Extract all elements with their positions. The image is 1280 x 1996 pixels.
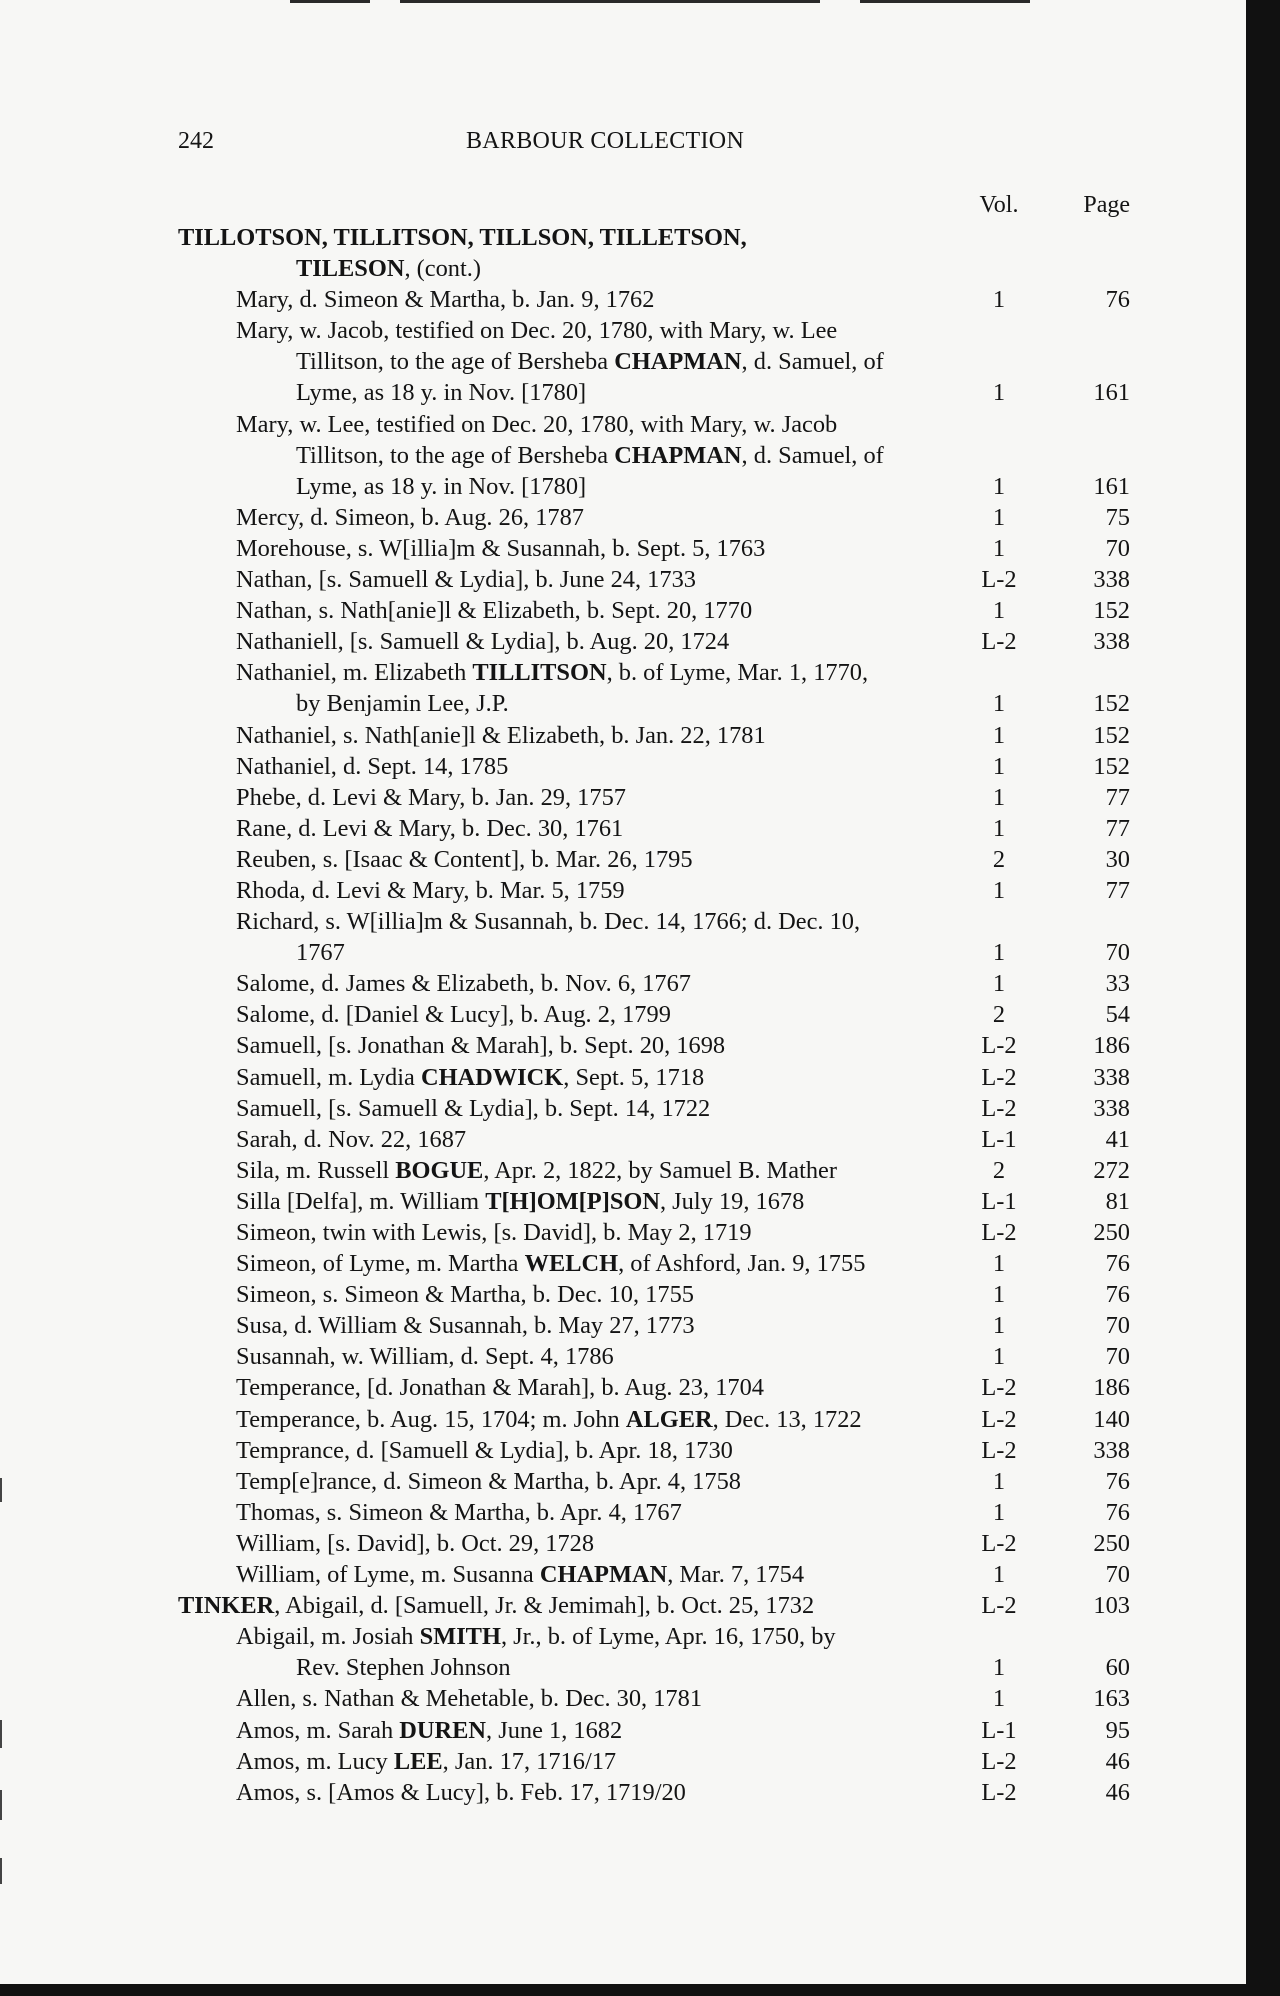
entry-text xyxy=(236,502,584,533)
entry-vol: L-2 xyxy=(981,1032,1017,1060)
entry-text-part: , Jan. 17, 1716/17 xyxy=(442,1747,617,1775)
entry-page: 152 xyxy=(1093,721,1130,749)
page-header xyxy=(178,128,1128,164)
entry-text xyxy=(236,1435,733,1466)
surname-bold: WELCH xyxy=(524,1250,619,1278)
index-line xyxy=(0,1062,1246,1093)
index-line xyxy=(0,1279,1246,1310)
entry-text-part: Silla [Delfa], m. William xyxy=(236,1187,486,1215)
entry-text xyxy=(236,1279,694,1310)
entry-page: 30 xyxy=(1105,845,1130,873)
entry-text-part: Mary, w. Jacob, testified on Dec. 20, 1780, with Mary, w. Lee xyxy=(236,317,838,345)
surname-bold: DUREN xyxy=(399,1716,487,1744)
entry-text xyxy=(236,1030,725,1061)
entry-text xyxy=(236,875,625,906)
entry-page: 338 xyxy=(1093,1094,1130,1122)
entry-page: 272 xyxy=(1093,1156,1130,1184)
entry-text-part: Samuell, [s. Jonathan & Marah], b. Sept. 20, 1698 xyxy=(236,1032,726,1060)
entry-vol: 2 xyxy=(992,845,1006,873)
entry-vol: 1 xyxy=(992,1250,1006,1278)
entry-text-part: Salome, d. [Daniel & Lucy], b. Aug. 2, 1799 xyxy=(236,1001,671,1029)
index-line xyxy=(0,1186,1246,1217)
index-line xyxy=(0,1777,1246,1808)
entry-text-part: Rev. Stephen Johnson xyxy=(296,1654,511,1682)
entry-vol: L-2 xyxy=(981,1436,1017,1464)
entry-text-part: Tillitson, to the age of Bersheba xyxy=(296,441,615,469)
entry-text xyxy=(296,1652,511,1683)
entry-text xyxy=(236,1746,616,1777)
entry-vol: 1 xyxy=(992,1312,1006,1340)
entry-page: 76 xyxy=(1105,1498,1130,1526)
entry-text-part: Simeon, s. Simeon & Martha, b. Dec. 10, 1755 xyxy=(236,1281,694,1309)
entry-text-part: , of Ashford, Jan. 9, 1755 xyxy=(618,1250,866,1278)
entry-text xyxy=(236,1062,704,1093)
index-line xyxy=(0,595,1246,626)
index-line xyxy=(0,1652,1246,1683)
entry-vol: L-2 xyxy=(981,1219,1017,1246)
index-line xyxy=(0,1404,1246,1435)
entry-vol: 1 xyxy=(992,472,1006,500)
entry-text-part: by Benjamin Lee, J.P. xyxy=(296,690,509,718)
entry-vol: L-2 xyxy=(981,1405,1017,1433)
entry-page: 338 xyxy=(1093,1063,1130,1091)
column-header-vol: Vol. xyxy=(979,192,1019,218)
entry-vol: 1 xyxy=(992,379,1006,407)
entry-vol: L-2 xyxy=(981,1778,1017,1806)
entry-vol: L-2 xyxy=(981,1592,1017,1620)
entry-page: 163 xyxy=(1093,1685,1130,1713)
index-line xyxy=(0,999,1246,1030)
entry-page: 250 xyxy=(1093,1529,1130,1557)
entry-text-part: Mary, w. Lee, testified on Dec. 20, 1780, with Mary, w. Jacob xyxy=(236,410,838,438)
entry-text xyxy=(236,1715,622,1746)
entry-text-part: , June 1, 1682 xyxy=(486,1716,623,1744)
entry-text-part: Amos, m. Sarah xyxy=(236,1716,400,1744)
scan-artifact-rule xyxy=(290,0,370,3)
entry-vol: L-1 xyxy=(981,1125,1017,1153)
index-entries xyxy=(0,222,1246,1808)
index-line xyxy=(0,782,1246,813)
entry-text-part: , Abigail, d. [Samuell, Jr. & Jemimah], b. Oct. 25, 1732 xyxy=(274,1592,815,1620)
entry-vol: 1 xyxy=(992,1467,1006,1495)
entry-vol: 1 xyxy=(992,534,1006,562)
index-line xyxy=(0,626,1246,657)
entry-text-part: , Sept. 5, 1718 xyxy=(563,1063,705,1091)
index-line xyxy=(0,440,1246,471)
entry-page: 338 xyxy=(1093,628,1130,656)
entry-vol: L-2 xyxy=(981,566,1017,594)
entry-page: 46 xyxy=(1105,1778,1130,1806)
entry-text-part: Temp[e]rance, d. Simeon & Martha, b. Apr. 4, 1758 xyxy=(236,1467,741,1495)
entry-page: 250 xyxy=(1093,1219,1130,1246)
index-line xyxy=(0,1372,1246,1403)
index-line xyxy=(0,1590,1246,1621)
entry-text-part: Simeon, of Lyme, m. Martha xyxy=(236,1250,525,1278)
entry-vol: L-2 xyxy=(981,628,1017,656)
entry-page: 41 xyxy=(1105,1125,1130,1153)
entry-text xyxy=(236,564,696,595)
index-line xyxy=(0,657,1246,688)
entry-page: 76 xyxy=(1105,1281,1130,1309)
entry-text xyxy=(236,999,671,1030)
entry-text-part: , Mar. 7, 1754 xyxy=(667,1561,805,1589)
entry-text xyxy=(236,284,654,315)
entry-text-part: William, of Lyme, m. Susanna xyxy=(236,1561,540,1589)
entry-text-part: Samuell, m. Lydia xyxy=(236,1063,421,1091)
page-number: 242 xyxy=(178,128,214,154)
entry-vol: 1 xyxy=(992,1343,1006,1371)
entry-text xyxy=(236,1217,752,1248)
entry-text-part: , Apr. 2, 1822, by Samuel B. Mather xyxy=(483,1156,837,1184)
entry-text-part: Rhoda, d. Levi & Mary, b. Mar. 5, 1759 xyxy=(236,876,625,904)
entry-text xyxy=(296,253,481,284)
scan-border-right xyxy=(1246,0,1280,1996)
entry-text xyxy=(236,968,691,999)
entry-text-part: Salome, d. James & Elizabeth, b. Nov. 6, 1767 xyxy=(236,970,691,998)
entry-text xyxy=(236,906,860,937)
index-line xyxy=(0,1528,1246,1559)
entry-text-part: Sila, m. Russell xyxy=(236,1156,396,1184)
entry-text-part: Temperance, [d. Jonathan & Marah], b. Aug. 23, 1704 xyxy=(236,1374,764,1402)
entry-text-part: , July 19, 1678 xyxy=(659,1187,805,1215)
entry-page: 76 xyxy=(1105,1467,1130,1495)
entry-page: 76 xyxy=(1105,1250,1130,1278)
index-line xyxy=(0,1155,1246,1186)
entry-text xyxy=(236,720,766,751)
entry-text xyxy=(178,222,747,253)
entry-text xyxy=(236,533,765,564)
entry-vol: 1 xyxy=(992,721,1006,749)
entry-text-part: Amos, m. Lucy xyxy=(236,1747,394,1775)
entry-page: 152 xyxy=(1093,597,1130,625)
entry-vol: 1 xyxy=(992,503,1006,531)
index-line xyxy=(0,937,1246,968)
index-line xyxy=(0,1683,1246,1714)
entry-text-part: , Dec. 13, 1722 xyxy=(712,1405,862,1433)
index-line xyxy=(0,1746,1246,1777)
entry-page: 54 xyxy=(1105,1001,1130,1029)
entry-text-part: Mary, d. Simeon & Martha, b. Jan. 9, 1762 xyxy=(236,286,655,314)
entry-text-part: , (cont.) xyxy=(404,255,481,283)
entry-text-part: Allen, s. Nathan & Mehetable, b. Dec. 30, 1781 xyxy=(236,1685,703,1713)
entry-text-part: 1767 xyxy=(296,939,345,967)
entry-text-part: William, [s. David], b. Oct. 29, 1728 xyxy=(236,1529,595,1557)
entry-vol: 1 xyxy=(992,1561,1006,1589)
entry-vol: 1 xyxy=(992,1685,1006,1713)
surname-bold: TINKER xyxy=(178,1592,275,1620)
entry-text-part: Lyme, as 18 y. in Nov. [1780] xyxy=(296,472,587,500)
entry-text xyxy=(296,471,586,502)
entry-text xyxy=(236,1248,865,1279)
surname-bold: CHADWICK xyxy=(420,1063,564,1091)
entry-text xyxy=(236,315,837,346)
entry-text xyxy=(236,813,623,844)
index-line xyxy=(0,1030,1246,1061)
index-line xyxy=(0,1621,1246,1652)
surname-bold: TILESON xyxy=(296,255,405,283)
entry-text-part: Nathaniell, [s. Samuell & Lydia], b. Aug. 20, 1724 xyxy=(236,628,730,656)
entry-page: 338 xyxy=(1093,1436,1130,1464)
entry-text-part: Sarah, d. Nov. 22, 1687 xyxy=(236,1125,467,1153)
surname-bold: CHAPMAN xyxy=(539,1561,668,1589)
index-line xyxy=(0,1093,1246,1124)
index-line xyxy=(0,1310,1246,1341)
entry-page: 103 xyxy=(1093,1592,1130,1620)
entry-text xyxy=(236,1621,836,1652)
entry-text xyxy=(296,688,509,719)
index-line xyxy=(0,1248,1246,1279)
entry-vol: 2 xyxy=(992,1156,1006,1184)
entry-vol: 1 xyxy=(992,1654,1006,1682)
index-line xyxy=(0,253,1246,284)
entry-text xyxy=(236,1155,837,1186)
column-header-page: Page xyxy=(1083,192,1130,218)
entry-text-part: Abigail, m. Josiah xyxy=(236,1623,420,1651)
index-line xyxy=(0,284,1246,315)
entry-text xyxy=(236,751,508,782)
entry-text xyxy=(236,1310,695,1341)
entry-text xyxy=(236,657,868,688)
running-title: BARBOUR COLLECTION xyxy=(466,128,745,154)
index-line xyxy=(0,968,1246,999)
entry-text-part: Simeon, twin with Lewis, [s. David], b. May 2, 1719 xyxy=(236,1219,752,1246)
entry-text xyxy=(236,1186,804,1217)
index-line xyxy=(0,1466,1246,1497)
entry-page: 77 xyxy=(1105,876,1130,904)
entry-vol: L-1 xyxy=(981,1716,1017,1744)
entry-text xyxy=(236,626,729,657)
index-line xyxy=(0,1217,1246,1248)
entry-text xyxy=(236,1497,682,1528)
entry-page: 77 xyxy=(1105,783,1130,811)
surname-bold: CHAPMAN xyxy=(614,441,742,469)
entry-text-part: , b. of Lyme, Mar. 1, 1770, xyxy=(606,659,869,687)
entry-text xyxy=(236,595,752,626)
entry-text xyxy=(296,346,884,377)
entry-text xyxy=(296,937,345,968)
entry-vol: 1 xyxy=(992,1281,1006,1309)
entry-text xyxy=(236,1093,710,1124)
index-line xyxy=(0,875,1246,906)
index-line xyxy=(0,377,1246,408)
entry-page: 161 xyxy=(1093,472,1130,500)
surname-bold: BOGUE xyxy=(395,1156,484,1184)
entry-vol: 1 xyxy=(992,783,1006,811)
index-line xyxy=(0,720,1246,751)
entry-text-part: Rane, d. Levi & Mary, b. Dec. 30, 1761 xyxy=(236,814,624,842)
index-line xyxy=(0,564,1246,595)
entry-text xyxy=(236,1372,764,1403)
entry-text xyxy=(236,782,626,813)
index-line xyxy=(0,1435,1246,1466)
entry-page: 70 xyxy=(1105,939,1130,967)
entry-vol: 1 xyxy=(992,597,1006,625)
index-line xyxy=(0,533,1246,564)
index-line xyxy=(0,471,1246,502)
entry-text-part: Reuben, s. [Isaac & Content], b. Mar. 26, 1795 xyxy=(236,845,693,873)
entry-page: 75 xyxy=(1105,503,1130,531)
entry-page: 76 xyxy=(1105,286,1130,314)
entry-vol: 2 xyxy=(992,1001,1006,1029)
index-line xyxy=(0,315,1246,346)
entry-text-part: Phebe, d. Levi & Mary, b. Jan. 29, 1757 xyxy=(236,783,626,811)
entry-vol: 1 xyxy=(992,690,1006,718)
scan-artifact-rule xyxy=(400,0,820,3)
entry-page: 161 xyxy=(1093,379,1130,407)
entry-text xyxy=(236,1466,741,1497)
entry-text-part: Morehouse, s. W[illia]m & Susannah, b. Sept. 5, 1763 xyxy=(236,534,766,562)
entry-text-part: Nathan, [s. Samuell & Lydia], b. June 24, 1733 xyxy=(236,566,696,594)
index-line xyxy=(0,1341,1246,1372)
scan-artifact-rule xyxy=(860,0,1030,3)
entry-vol: 1 xyxy=(992,1498,1006,1526)
index-line xyxy=(0,688,1246,719)
entry-page: 33 xyxy=(1105,970,1130,998)
entry-text-part: Temprance, d. [Samuell & Lydia], b. Apr. 18, 1730 xyxy=(236,1436,733,1464)
surname-bold: SMITH xyxy=(419,1623,501,1651)
entry-text xyxy=(236,1777,686,1808)
entry-page: 70 xyxy=(1105,534,1130,562)
entry-text xyxy=(236,1341,614,1372)
entry-text-part: Samuell, [s. Samuell & Lydia], b. Sept. 14, 1722 xyxy=(236,1094,711,1122)
entry-vol: L-1 xyxy=(981,1187,1017,1215)
entry-page: 338 xyxy=(1093,566,1130,594)
entry-text-part: Temperance, b. Aug. 15, 1704; m. John xyxy=(236,1405,626,1433)
index-line xyxy=(0,906,1246,937)
entry-text-part: , d. Samuel, of xyxy=(741,348,884,376)
entry-vol: 1 xyxy=(992,286,1006,314)
entry-text-part: Nathaniel, d. Sept. 14, 1785 xyxy=(236,752,509,780)
entry-page: 140 xyxy=(1093,1405,1130,1433)
entry-page: 70 xyxy=(1105,1312,1130,1340)
entry-text-part: Tillitson, to the age of Bersheba xyxy=(296,348,615,376)
index-line xyxy=(0,1715,1246,1746)
scan-border-bottom xyxy=(0,1984,1280,1996)
entry-vol: 1 xyxy=(992,939,1006,967)
index-line xyxy=(0,1497,1246,1528)
entry-vol: L-2 xyxy=(981,1747,1017,1775)
column-headers xyxy=(0,192,1246,226)
entry-page: 60 xyxy=(1105,1654,1130,1682)
index-line xyxy=(0,222,1246,253)
index-line xyxy=(0,346,1246,377)
entry-vol: L-2 xyxy=(981,1374,1017,1402)
entry-page: 46 xyxy=(1105,1747,1130,1775)
entry-vol: L-2 xyxy=(981,1529,1017,1557)
entry-vol: L-2 xyxy=(981,1063,1017,1091)
entry-text xyxy=(296,440,884,471)
surname-bold: CHAPMAN xyxy=(614,348,742,376)
entry-text-part: Lyme, as 18 y. in Nov. [1780] xyxy=(296,379,587,407)
entry-page: 152 xyxy=(1093,690,1130,718)
entry-text xyxy=(236,1404,862,1435)
entry-text-part: , d. Samuel, of xyxy=(741,441,884,469)
entry-page: 77 xyxy=(1105,814,1130,842)
entry-text xyxy=(236,1559,804,1590)
entry-text-part: Susannah, w. William, d. Sept. 4, 1786 xyxy=(236,1343,614,1371)
entry-text-part: Nathaniel, s. Nath[anie]l & Elizabeth, b. Jan. 22, 1781 xyxy=(236,721,766,749)
entry-text-part: Thomas, s. Simeon & Martha, b. Apr. 4, 1767 xyxy=(236,1498,682,1526)
entry-text xyxy=(236,409,837,440)
entry-vol: L-2 xyxy=(981,1094,1017,1122)
entry-text xyxy=(178,1590,814,1621)
index-line xyxy=(0,1559,1246,1590)
entry-vol: 1 xyxy=(992,814,1006,842)
scan-artifact-tick xyxy=(0,1858,2,1884)
entry-page: 70 xyxy=(1105,1561,1130,1589)
entry-text-part: Amos, s. [Amos & Lucy], b. Feb. 17, 1719/20 xyxy=(236,1778,686,1806)
entry-text xyxy=(236,844,693,875)
entry-text xyxy=(236,1124,466,1155)
surname-bold: T[H]OM[P]SON xyxy=(485,1187,660,1215)
entry-page: 186 xyxy=(1093,1032,1130,1060)
index-line xyxy=(0,409,1246,440)
surname-bold: LEE xyxy=(393,1747,443,1775)
entry-page: 95 xyxy=(1105,1716,1130,1744)
index-line xyxy=(0,1124,1246,1155)
surname-bold: TILLITSON xyxy=(472,659,607,687)
entry-text xyxy=(296,377,586,408)
index-line xyxy=(0,813,1246,844)
entry-vol: 1 xyxy=(992,970,1006,998)
index-line xyxy=(0,502,1246,533)
entry-page: 70 xyxy=(1105,1343,1130,1371)
entry-text-part: Nathan, s. Nath[anie]l & Elizabeth, b. Sept. 20, 1770 xyxy=(236,597,753,625)
entry-text xyxy=(236,1528,594,1559)
entry-text-part: TILLOTSON, TILLITSON, TILLSON, TILLETSON, xyxy=(178,224,747,251)
entry-vol: 1 xyxy=(992,876,1006,904)
entry-page: 152 xyxy=(1093,752,1130,780)
entry-page: 81 xyxy=(1105,1187,1130,1215)
surname-bold: ALGER xyxy=(625,1405,713,1433)
entry-vol: 1 xyxy=(992,752,1006,780)
index-line xyxy=(0,844,1246,875)
entry-text-part: Susa, d. William & Susannah, b. May 27, 1773 xyxy=(236,1312,695,1340)
entry-text-part: Richard, s. W[illia]m & Susannah, b. Dec. 14, 1766; d. Dec. 10, xyxy=(236,908,861,936)
entry-text-part: Mercy, d. Simeon, b. Aug. 26, 1787 xyxy=(236,503,584,531)
entry-text-part: , Jr., b. of Lyme, Apr. 16, 1750, by xyxy=(500,1623,836,1651)
entry-page: 186 xyxy=(1093,1374,1130,1402)
index-line xyxy=(0,751,1246,782)
entry-text-part: Nathaniel, m. Elizabeth xyxy=(236,659,473,687)
entry-text xyxy=(236,1683,702,1714)
